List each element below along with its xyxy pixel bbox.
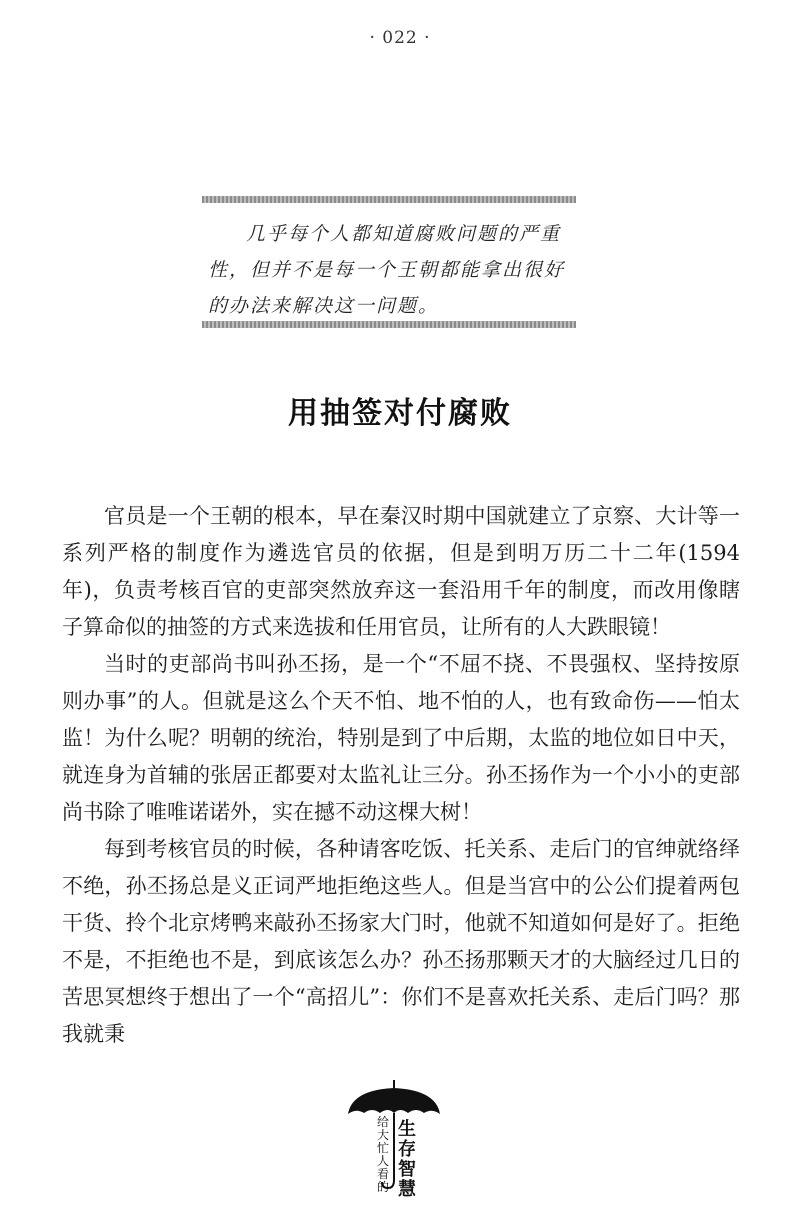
epigraph-bottom-rule bbox=[202, 321, 576, 328]
paragraph: 当时的吏部尚书叫孙丕扬，是一个“不屈不挠、不畏强权、坚持按原则办事”的人。但就是这么个天不怕、地不怕的人，也有致命伤——怕太监！为什么呢？明朝的统治，特别是到了中后期，太监的地位如日中天，就连身为首辅的张居正都要对太监礼让三分。孙丕扬作为一个小小的吏部尚书除了唯唯诺诺外，实在撼不动这棵大树！ bbox=[62, 652, 740, 824]
series-logo bbox=[344, 1080, 454, 1200]
epigraph-top-rule bbox=[202, 196, 576, 203]
page-number: · 022 · bbox=[369, 28, 431, 48]
article-title: 用抽签对付腐败 bbox=[288, 396, 512, 431]
logo-title: 生存智慧 bbox=[398, 1119, 416, 1200]
epigraph-box bbox=[202, 196, 576, 328]
article-body bbox=[62, 498, 740, 1053]
paragraph: 每到考核官员的时候，各种请客吃饭、托关系、走后门的官绅就络绎不绝，孙丕扬总是义正词严地拒绝这些人。但是当宫中的公公们提着两包干货、拎个北京烤鸭来敲孙丕扬家大门时，他就不知道如何是好了。拒绝不是，不拒绝也不是，到底该怎么办？孙丕扬那颗天才的大脑经过几日的苦思冥想终于想出了一个“高招儿”：你们不是喜欢托关系、走后门吗？那我就秉 bbox=[62, 837, 740, 1046]
epigraph-text: 几乎每个人都知道腐败问题的严重性，但并不是每一个王朝都能拿出很好的办法来解决这一问题。 bbox=[208, 223, 566, 317]
logo-subtitle: 给大忙人看的 bbox=[376, 1115, 389, 1194]
paragraph: 官员是一个王朝的根本，早在秦汉时期中国就建立了京察、大计等一系列严格的制度作为遴选官员的依据，但是到明万历二十二年(1594年)，负责考核百官的吏部突然放弃这一套沿用千年的制度，而改用像瞎子算命似的抽签的方式来选拔和任用官员，让所有的人大跌眼镜！ bbox=[62, 504, 740, 639]
